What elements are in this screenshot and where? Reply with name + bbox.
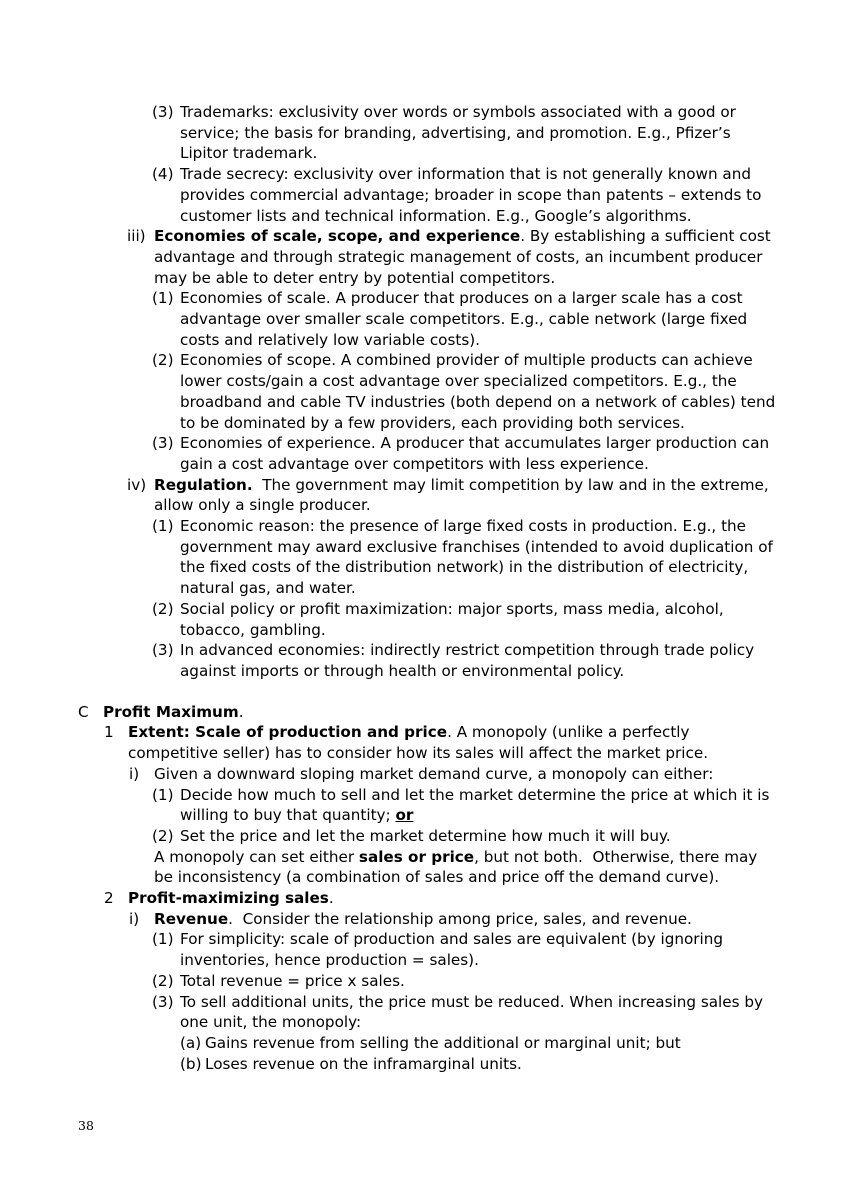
list-marker: iii) — [127, 227, 146, 246]
list-text-line — [0, 392, 848, 413]
list-text: In advanced economies: indirectly restrict competition through trade policy — [180, 641, 755, 660]
list-marker: (3) — [152, 992, 174, 1011]
list-text-line — [0, 557, 848, 578]
list-text-line — [0, 185, 848, 206]
list-text: Economic reason: the presence of large fixed costs in production. E.g., the — [180, 517, 747, 536]
list-item — [0, 909, 848, 930]
list-marker: (1) — [152, 289, 174, 308]
list-text: competitive seller) has to consider how its sales will affect the market price. — [128, 744, 709, 763]
list-heading: Profit-maximizing sales — [128, 889, 329, 908]
list-text: gain a cost advantage over competitors with less experience. — [180, 454, 649, 473]
list-heading: Extent: Scale of production and price — [128, 723, 448, 742]
list-text: advantage over smaller scale competitors. E.g., cable network (large fixed — [180, 310, 748, 329]
list-item — [0, 288, 848, 309]
list-text: costs and relatively low variable costs). — [180, 330, 481, 349]
list-text: Trade secrecy: exclusivity over information that is not generally known and — [180, 165, 751, 184]
list-marker: (2) — [152, 971, 174, 990]
list-text: allow only a single producer. — [154, 496, 371, 515]
list-item — [0, 164, 848, 185]
list-text: The government may limit competition by law and in the extreme, — [252, 475, 769, 494]
list-text: . — [328, 889, 334, 908]
list-marker: i) — [129, 909, 140, 928]
list-text: Loses revenue on the inframarginal units. — [205, 1054, 522, 1073]
list-text-line — [0, 537, 848, 558]
list-marker: (1) — [152, 930, 174, 949]
list-text: Decide how much to sell and let the market determine the price at which it is — [180, 785, 770, 804]
list-text: Lipitor trademark. — [180, 144, 318, 163]
list-text: Given a downward sloping market demand curve, a monopoly can either: — [154, 764, 714, 783]
list-text: to be dominated by a few providers, each providing both services. — [180, 413, 685, 432]
list-marker: (2) — [152, 351, 174, 370]
spacer — [0, 682, 848, 702]
list-marker: (2) — [152, 826, 174, 845]
list-item — [0, 826, 848, 847]
list-text: Trademarks: exclusivity over words or symbols associated with a good or — [180, 103, 736, 121]
list-item — [0, 992, 848, 1013]
list-marker: (4) — [152, 165, 174, 184]
list-marker: (1) — [152, 785, 174, 804]
list-item — [0, 1033, 848, 1054]
list-text-line — [0, 247, 848, 268]
list-text-line — [0, 867, 848, 888]
list-text: provides commercial advantage; broader in scope than patents – extends to — [180, 185, 762, 204]
list-item — [0, 785, 848, 806]
page-number: 38 — [78, 1118, 94, 1133]
list-marker: (2) — [152, 599, 174, 618]
list-item — [0, 475, 848, 496]
list-text: Economies of scale. A producer that produces on a larger scale has a cost — [180, 289, 743, 308]
list-text-line — [0, 413, 848, 434]
list-text: . Consider the relationship among price, sales, and revenue. — [228, 909, 692, 928]
list-text-line — [0, 123, 848, 144]
list-marker: (b) — [180, 1054, 202, 1073]
list-item — [0, 640, 848, 661]
list-item — [0, 516, 848, 537]
list-marker: iv) — [127, 475, 147, 494]
list-marker: 2 — [104, 889, 114, 908]
list-text: To sell additional units, the price must be reduced. When increasing sales by — [180, 992, 763, 1011]
section-heading — [0, 702, 848, 723]
list-text: natural gas, and water. — [180, 579, 356, 598]
list-text-line — [0, 330, 848, 351]
list-text: one unit, the monopoly: — [180, 1013, 362, 1032]
list-text: service; the basis for branding, advertising, and promotion. E.g., Pfizer’s — [180, 123, 731, 142]
list-item — [0, 929, 848, 950]
list-text-line — [0, 495, 848, 516]
list-item — [0, 1054, 848, 1075]
list-item — [0, 226, 848, 247]
list-text: lower costs/gain a cost advantage over specialized competitors. E.g., the — [180, 372, 737, 391]
list-text-line — [0, 661, 848, 682]
list-text: government may award exclusive franchises (intended to avoid duplication of — [180, 537, 773, 556]
list-text-line — [0, 268, 848, 289]
list-text-line — [0, 1012, 848, 1033]
list-marker: (1) — [152, 517, 174, 536]
list-heading: Economies of scale, scope, and experience — [154, 227, 521, 246]
list-marker: 1 — [104, 723, 114, 742]
emphasis-text: sales or price — [358, 847, 475, 866]
list-text-line — [0, 309, 848, 330]
list-text-line — [0, 620, 848, 641]
list-heading: Revenue — [154, 909, 229, 928]
list-text: Set the price and let the market determine how much it will buy. — [180, 826, 671, 845]
emphasis-or: or — [395, 806, 414, 825]
list-text: Gains revenue from selling the additional or marginal unit; but — [205, 1033, 681, 1052]
list-item — [0, 764, 848, 785]
list-marker: (3) — [152, 434, 174, 453]
list-text: may be able to deter entry by potential competitors. — [154, 268, 556, 287]
section-marker: C — [78, 702, 89, 721]
list-text: customer lists and technical information. E.g., Google’s algorithms. — [180, 206, 692, 225]
list-text: Economies of scope. A combined provider of multiple products can achieve — [180, 351, 753, 370]
list-marker: (3) — [152, 103, 174, 121]
list-item — [0, 971, 848, 992]
list-text-line — [0, 143, 848, 164]
paragraph — [0, 847, 848, 868]
list-text: For simplicity: scale of production and sales are equivalent (by ignoring — [180, 930, 724, 949]
list-text: willing to buy that quantity; — [180, 806, 396, 825]
paragraph-text: , but not both. Otherwise, there may — [474, 847, 758, 866]
list-text: tobacco, gambling. — [180, 620, 326, 639]
list-text: against imports or through health or environmental policy. — [180, 661, 625, 680]
paragraph-text: be inconsistency (a combination of sales and price off the demand curve). — [154, 868, 720, 887]
list-text-line — [0, 454, 848, 475]
list-text: Social policy or profit maximization: major sports, mass media, alcohol, — [180, 599, 724, 618]
list-marker: (a) — [180, 1033, 202, 1052]
list-item — [0, 722, 848, 743]
list-text: Economies of experience. A producer that accumulates larger production can — [180, 434, 770, 453]
list-text-line — [0, 743, 848, 764]
list-text: Total revenue = price x sales. — [180, 971, 405, 990]
list-item — [0, 350, 848, 371]
list-item — [0, 102, 848, 123]
list-marker: i) — [129, 764, 140, 783]
list-heading: Regulation. — [154, 475, 253, 494]
list-item — [0, 888, 848, 909]
list-text: the fixed costs of the distribution network) in the distribution of electricity, — [180, 558, 749, 577]
list-text-line — [0, 950, 848, 971]
list-marker: (3) — [152, 641, 174, 660]
list-text: . By establishing a sufficient cost — [520, 227, 771, 246]
list-text-line — [0, 206, 848, 227]
list-text-line — [0, 371, 848, 392]
list-text: advantage and through strategic management of costs, an incumbent producer — [154, 247, 763, 266]
list-text: . A monopoly (unlike a perfectly — [447, 723, 690, 742]
list-text-line — [0, 805, 848, 826]
section-title-punct: . — [238, 702, 244, 721]
list-item — [0, 433, 848, 454]
document-body — [0, 102, 848, 1074]
list-text: inventories, hence production = sales). — [180, 951, 479, 970]
list-text: broadband and cable TV industries (both depend on a network of cables) tend — [180, 392, 776, 411]
list-text-line — [0, 578, 848, 599]
list-item — [0, 599, 848, 620]
section-title: Profit Maximum — [103, 702, 239, 721]
paragraph-text: A monopoly can set either — [154, 847, 359, 866]
